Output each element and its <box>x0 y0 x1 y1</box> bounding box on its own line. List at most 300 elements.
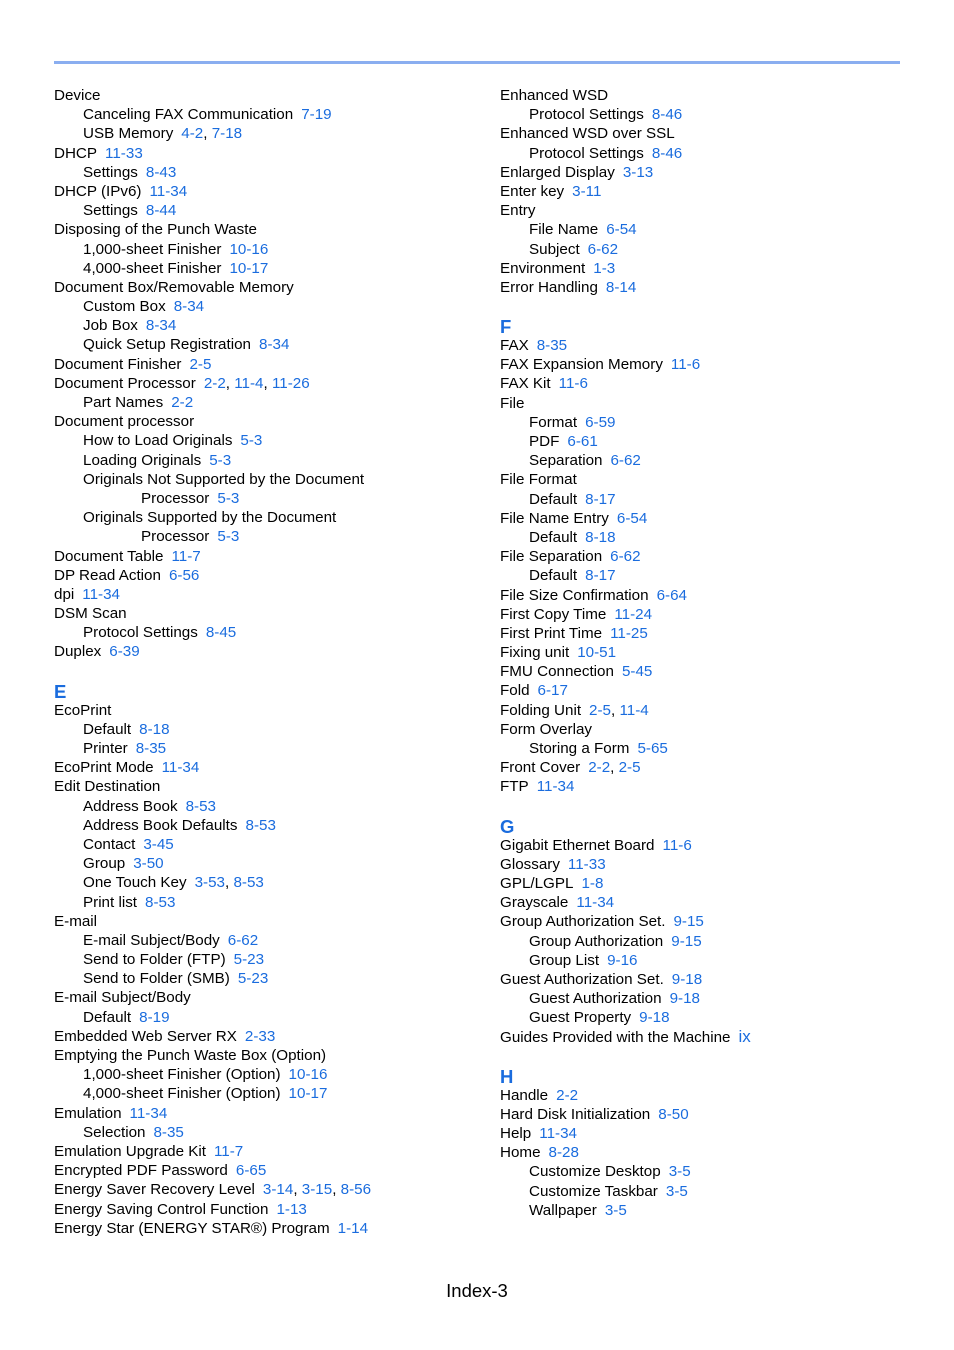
index-subentry <box>500 951 910 970</box>
page-references <box>206 624 236 641</box>
entry-label: E-mail Subject/Body <box>54 989 191 1007</box>
page-reference-link[interactable]: 8-34 <box>145 317 177 335</box>
index-subentry <box>500 739 910 758</box>
index-entry <box>500 470 910 489</box>
entry-label: Default <box>529 490 578 508</box>
page-reference-link[interactable]: 6-65 <box>235 1162 267 1180</box>
index-entry <box>500 893 910 912</box>
page-references <box>538 682 568 699</box>
index-entry <box>500 970 910 989</box>
index-entry <box>54 1104 464 1123</box>
page-references <box>136 740 166 757</box>
page-references <box>82 586 120 603</box>
index-entry <box>500 662 910 681</box>
page-references <box>229 260 268 277</box>
index-entry <box>54 1200 464 1219</box>
entry-label: FMU Connection <box>500 663 614 681</box>
page-reference-link[interactable]: 2-5 <box>189 355 212 373</box>
page-reference-link[interactable]: 3-5 <box>604 1201 627 1219</box>
entry-label: Entry <box>500 202 536 220</box>
page-reference-link[interactable]: 9-15 <box>673 913 704 931</box>
index-subentry <box>54 470 464 489</box>
entry-label: Hard Disk Initialization <box>500 1105 651 1123</box>
page-reference-link[interactable]: 11-34 <box>82 585 120 603</box>
page-references <box>617 510 647 527</box>
page-reference-link[interactable]: 9-18 <box>671 970 703 988</box>
page-reference-link[interactable]: 1-13 <box>276 1200 307 1218</box>
entry-label: File Format <box>500 471 577 489</box>
index-subentry <box>54 259 464 278</box>
entry-label: Edit Destination <box>54 778 161 796</box>
index-subentry <box>54 316 464 335</box>
index-subentry <box>54 527 464 546</box>
page-reference-link[interactable]: 11-24 <box>614 605 653 623</box>
page-reference-link[interactable]: 3-5 <box>668 1163 691 1181</box>
index-subentry <box>54 816 464 835</box>
page-reference-link[interactable]: 5-3 <box>217 489 240 507</box>
index-subentry <box>500 490 910 509</box>
page-references <box>539 1125 577 1142</box>
index-entry <box>500 874 910 893</box>
page-reference-link[interactable]: 10-16 <box>288 1066 328 1084</box>
entry-label: Protocol Settings <box>83 624 198 642</box>
entry-label: Job Box <box>83 317 138 335</box>
page-reference-link[interactable]: 5-3 <box>209 451 232 469</box>
reference-separator: , <box>224 874 234 892</box>
entry-label: Embedded Web Server RX <box>54 1027 237 1045</box>
page-reference-link[interactable]: 8-45 <box>205 624 237 642</box>
index-entry <box>500 278 910 297</box>
page-references <box>217 490 239 507</box>
page-reference-link[interactable]: 9-15 <box>671 932 702 950</box>
index-entry <box>500 1105 910 1124</box>
index-entry <box>500 720 910 739</box>
index-subentry <box>500 413 910 432</box>
page-reference-link[interactable]: 2-2 <box>556 1086 579 1104</box>
entry-label: Customize Taskbar <box>529 1182 658 1200</box>
page-reference-link[interactable]: 8-18 <box>139 720 170 738</box>
entry-label: USB Memory <box>83 125 174 143</box>
entry-label: Error Handling <box>500 278 598 296</box>
page-references <box>572 183 601 200</box>
page-references <box>130 1105 168 1122</box>
page-reference-link[interactable]: 11-6 <box>662 836 692 854</box>
entry-label: Document Table <box>54 547 164 565</box>
index-subentry <box>500 932 910 951</box>
page-reference-link[interactable]: 9-18 <box>669 990 700 1008</box>
page-references <box>153 1124 183 1141</box>
page-reference-link[interactable]: 8-17 <box>585 567 616 585</box>
entry-label: FTP <box>500 778 529 796</box>
page-reference-link[interactable]: 11-4 <box>619 701 649 719</box>
page-reference-link[interactable]: 2-5 <box>589 701 611 719</box>
index-subentry <box>54 720 464 739</box>
page-reference-link[interactable]: 11-26 <box>271 374 310 392</box>
index-subentry <box>54 739 464 758</box>
entry-label: Subject <box>529 240 580 258</box>
page-reference-link[interactable]: 2-2 <box>203 374 226 392</box>
page-reference-link[interactable]: 11-7 <box>171 547 201 565</box>
page-references <box>585 529 615 546</box>
page-reference-link[interactable]: 7-19 <box>301 106 332 124</box>
page-reference-link[interactable]: 11-33 <box>567 855 606 873</box>
entry-label: FAX Kit <box>500 375 551 393</box>
entry-label: Enlarged Display <box>500 163 615 181</box>
page-reference-link[interactable]: 10-17 <box>288 1085 328 1103</box>
page-reference-link[interactable]: 11-33 <box>105 144 143 162</box>
entry-label: Guides Provided with the Machine <box>500 1029 731 1047</box>
reference-separator: , <box>332 1181 341 1199</box>
entry-label: EcoPrint Mode <box>54 759 154 777</box>
page-reference-link[interactable]: 8-17 <box>585 490 616 508</box>
index-subentry <box>54 451 464 470</box>
page-references <box>663 837 692 854</box>
page-references <box>585 491 615 508</box>
index-entry <box>500 836 910 855</box>
index-subentry <box>54 835 464 854</box>
page-reference-link[interactable]: ix <box>738 1027 751 1047</box>
section-letter-h: H <box>500 1065 514 1087</box>
page-references <box>637 740 667 757</box>
entry-label: Front Cover <box>500 759 581 777</box>
entry-label: Originals Not Supported by the Document <box>83 470 365 488</box>
page-reference-link[interactable]: 3-14 <box>262 1181 294 1199</box>
entry-label: Default <box>529 567 578 585</box>
index-entry <box>500 259 910 278</box>
page-reference-link[interactable]: 6-54 <box>606 221 637 239</box>
page-references <box>652 145 682 162</box>
entry-label: DP Read Action <box>54 566 161 584</box>
index-subentry <box>54 201 464 220</box>
entry-label: Format <box>529 413 578 431</box>
entry-label: E-mail <box>54 912 98 930</box>
page-reference-link[interactable]: 4-2 <box>181 125 204 143</box>
entry-label: E-mail Subject/Body <box>83 931 220 949</box>
entry-label: File <box>500 394 525 412</box>
entry-label: Document processor <box>54 413 195 431</box>
entry-label: Grayscale <box>500 894 569 912</box>
page-references <box>146 202 176 219</box>
page-references <box>585 414 615 431</box>
entry-label: Environment <box>500 259 586 277</box>
page-reference-link[interactable]: 3-5 <box>665 1182 688 1200</box>
entry-label: Settings <box>83 163 138 181</box>
page-reference-link[interactable]: 11-34 <box>576 894 615 912</box>
page-reference-link[interactable]: 11-34 <box>129 1104 168 1122</box>
entry-label: Document Processor <box>54 374 196 392</box>
page-reference-link[interactable]: 6-56 <box>168 566 200 584</box>
page-references <box>189 356 211 373</box>
page-reference-link[interactable]: 6-64 <box>656 586 687 604</box>
index-entry <box>54 355 464 374</box>
page-reference-link[interactable]: 5-23 <box>233 951 265 969</box>
page-reference-link[interactable]: 3-15 <box>301 1181 333 1199</box>
index-subentry <box>54 297 464 316</box>
index-entry <box>54 1142 464 1161</box>
page-reference-link[interactable]: 5-23 <box>237 970 269 988</box>
entry-label: Group Authorization Set. <box>500 913 666 931</box>
page-references <box>143 836 173 853</box>
page-references <box>209 452 231 469</box>
page-reference-link[interactable]: 8-35 <box>153 1123 184 1141</box>
index-entry <box>500 547 910 566</box>
page-reference-link[interactable]: 8-46 <box>651 144 683 162</box>
index-subentry <box>500 1201 910 1220</box>
page-references <box>236 1162 266 1179</box>
entry-label: One Touch Key <box>83 874 187 892</box>
page-reference-link[interactable]: 8-53 <box>145 893 176 911</box>
index-subentry <box>54 105 464 124</box>
page-references <box>259 336 289 353</box>
page-references <box>568 856 606 873</box>
page-reference-link[interactable]: 8-50 <box>658 1105 689 1123</box>
entry-label: Handle <box>500 1086 549 1104</box>
page-reference-link[interactable]: 6-39 <box>109 643 140 661</box>
page-references <box>246 817 276 834</box>
page-references <box>610 625 648 642</box>
index-subentry <box>54 893 464 912</box>
entry-label: File Size Confirmation <box>500 586 649 604</box>
page-reference-link[interactable]: 10-17 <box>229 259 269 277</box>
page-reference-link[interactable]: 9-18 <box>639 1009 670 1027</box>
page-references <box>238 970 268 987</box>
page-references <box>139 1009 169 1026</box>
page-reference-link[interactable]: 9-16 <box>607 951 638 969</box>
entry-label: Customize Desktop <box>529 1163 661 1181</box>
entry-label: Guest Property <box>529 1009 632 1027</box>
page-references <box>146 317 176 334</box>
page-references <box>671 933 701 950</box>
page-reference-link[interactable]: 5-45 <box>621 663 653 681</box>
page-references <box>581 875 603 892</box>
page-references <box>666 1183 688 1200</box>
page-reference-link[interactable]: 11-34 <box>539 1125 577 1142</box>
page-reference-link[interactable]: 2-33 <box>244 1027 276 1045</box>
index-subentry <box>500 220 910 239</box>
page-reference-link[interactable]: 8-43 <box>145 163 177 181</box>
entry-label: Energy Star (ENERGY STAR®) Program <box>54 1219 330 1237</box>
reference-separator: , <box>263 374 272 392</box>
index-subentry <box>54 950 464 969</box>
page-reference-link[interactable]: 8-46 <box>651 106 683 124</box>
entry-label: Group Authorization <box>529 932 664 950</box>
index-entry <box>500 1027 910 1046</box>
page-reference-link[interactable]: 8-18 <box>585 528 616 546</box>
entry-label: Processor <box>141 489 210 507</box>
entry-label: Wallpaper <box>529 1201 597 1219</box>
index-subentry <box>500 240 910 259</box>
index-entry <box>54 1046 464 1065</box>
index-subentry <box>54 124 464 143</box>
reference-separator: , <box>611 701 620 719</box>
entry-label: Protocol Settings <box>529 144 644 162</box>
page-reference-link[interactable]: 8-19 <box>139 1008 170 1026</box>
index-subentry <box>54 1008 464 1027</box>
entry-label: Gigabit Ethernet Board <box>500 836 655 854</box>
page-references <box>639 1009 669 1026</box>
page-reference-link[interactable]: 2-5 <box>618 759 641 777</box>
page-reference-link[interactable]: 8-53 <box>245 816 276 834</box>
page-references <box>186 798 216 815</box>
entry-label: File Name <box>529 221 599 239</box>
entry-label: Default <box>83 1008 132 1026</box>
page-reference-link[interactable]: 6-62 <box>610 452 641 470</box>
page-reference-link[interactable]: 11-7 <box>213 1142 244 1160</box>
header-rule <box>54 61 900 64</box>
page-reference-link[interactable]: 1-14 <box>337 1219 369 1237</box>
entry-label: File Name Entry <box>500 509 609 527</box>
page-references <box>606 279 636 296</box>
page-references <box>240 432 262 449</box>
index-entry <box>54 777 464 796</box>
reference-separator: , <box>293 1181 302 1199</box>
index-subentry <box>54 931 464 950</box>
page-reference-link[interactable]: 8-34 <box>173 298 205 316</box>
page-references <box>301 106 331 123</box>
entry-label: Fixing unit <box>500 644 570 662</box>
entry-label: Folding Unit <box>500 701 582 719</box>
page-references <box>588 759 640 776</box>
page-reference-link[interactable]: 1-3 <box>593 259 616 277</box>
page-reference-link[interactable]: 3-11 <box>572 182 602 200</box>
page-references <box>234 951 264 968</box>
entry-label: Emptying the Punch Waste Box (Option) <box>54 1047 327 1064</box>
index-subentry <box>54 431 464 450</box>
reference-separator: , <box>610 759 619 777</box>
page-reference-link[interactable]: 5-3 <box>217 528 240 546</box>
page-reference-link[interactable]: 11-6 <box>670 356 701 374</box>
entry-label: Send to Folder (FTP) <box>83 951 226 969</box>
entry-label: Emulation <box>54 1104 122 1122</box>
page-reference-link[interactable]: 11-6 <box>558 375 588 393</box>
page-reference-link[interactable]: 8-34 <box>259 336 290 354</box>
entry-label: Separation <box>529 452 603 470</box>
entry-label: Guest Authorization Set. <box>500 970 664 988</box>
entry-label: EcoPrint <box>54 701 112 719</box>
entry-label: Processor <box>141 528 210 546</box>
entry-label: GPL/LGPL <box>500 874 574 892</box>
page-references <box>593 260 615 277</box>
index-entry <box>54 701 464 720</box>
page-references <box>671 356 700 373</box>
page-references <box>549 1144 579 1161</box>
page-reference-link[interactable]: 8-28 <box>548 1144 579 1162</box>
page-references <box>245 1028 275 1045</box>
index-entry <box>500 701 910 720</box>
page-references <box>614 606 652 623</box>
page-reference-link[interactable]: 5-3 <box>240 432 263 450</box>
page-references <box>229 241 268 258</box>
entry-label: Send to Folder (SMB) <box>83 970 230 988</box>
page-reference-link[interactable]: 8-53 <box>233 874 264 892</box>
index-subentry <box>500 566 910 585</box>
page-reference-link[interactable]: 10-16 <box>229 240 269 258</box>
page-reference-link[interactable]: 1-8 <box>581 874 604 892</box>
page-references <box>606 221 636 238</box>
page-reference-link[interactable]: 6-62 <box>227 931 259 949</box>
page-reference-link[interactable]: 8-53 <box>185 797 216 815</box>
page-reference-link[interactable]: 8-14 <box>605 278 637 296</box>
index-entry <box>54 642 464 661</box>
page-reference-link[interactable]: 3-13 <box>622 163 654 181</box>
entry-label: Storing a Form <box>529 740 630 757</box>
index-subentry <box>54 854 464 873</box>
page-references <box>610 452 640 469</box>
page-reference-link[interactable]: 2-2 <box>588 759 611 777</box>
page-reference-link[interactable]: 11-34 <box>161 759 200 777</box>
entry-label: File Separation <box>500 548 603 566</box>
page-reference-link[interactable]: 3-50 <box>133 855 164 873</box>
index-entry <box>54 1027 464 1046</box>
page-references <box>567 433 597 450</box>
page-reference-link[interactable]: 3-45 <box>143 835 174 853</box>
index-entry <box>500 1124 910 1143</box>
entry-label: 4,000-sheet Finisher <box>83 259 222 277</box>
index-entry <box>54 86 464 105</box>
page-reference-link[interactable]: 6-62 <box>610 548 641 566</box>
index-entry <box>54 1180 464 1199</box>
page-references <box>276 1201 306 1218</box>
page-references <box>228 932 258 949</box>
page-reference-link[interactable]: 6-62 <box>587 240 619 258</box>
index-entry <box>500 509 910 528</box>
entry-label: DSM Scan <box>54 605 127 623</box>
page-reference-link[interactable]: 6-59 <box>585 413 616 431</box>
page-reference-link[interactable]: 11-25 <box>610 624 648 642</box>
index-entry <box>54 182 464 201</box>
index-subentry <box>54 240 464 259</box>
entry-label: First Copy Time <box>500 605 607 623</box>
page-reference-link[interactable]: 8-35 <box>135 740 167 757</box>
index-subentry <box>500 989 910 1008</box>
page-reference-link[interactable]: 8-35 <box>536 337 568 355</box>
page-reference-link[interactable]: 8-56 <box>340 1181 372 1199</box>
page-reference-link[interactable]: 6-54 <box>616 509 648 527</box>
entry-label: Energy Saving Control Function <box>54 1200 269 1218</box>
page-references <box>610 548 640 565</box>
page-references <box>169 567 199 584</box>
page-reference-link[interactable]: 6-17 <box>537 682 568 700</box>
page-reference-link[interactable]: 11-34 <box>536 778 575 796</box>
page-references <box>585 567 615 584</box>
page-reference-link[interactable]: 2-2 <box>171 394 194 411</box>
index-entry <box>54 144 464 163</box>
page-reference-link[interactable]: 5-65 <box>637 740 668 757</box>
page-reference-link[interactable]: 11-4 <box>234 374 264 392</box>
entry-label: FAX <box>500 337 529 355</box>
page-references <box>738 1029 750 1046</box>
entry-label: Energy Saver Recovery Level <box>54 1181 255 1199</box>
entry-label: Originals Supported by the Document <box>83 509 337 527</box>
page-reference-link[interactable]: 8-44 <box>145 202 177 220</box>
index-subentry <box>500 1008 910 1027</box>
page-references <box>139 721 169 738</box>
entry-label: Default <box>529 528 578 546</box>
page-references <box>109 643 139 660</box>
page-references <box>214 1143 243 1160</box>
page-reference-link[interactable]: 10-51 <box>577 644 617 662</box>
entry-label: Contact <box>83 835 136 853</box>
page-reference-link[interactable]: 3-53 <box>194 874 225 892</box>
page-reference-link[interactable]: 6-61 <box>567 433 598 450</box>
page-reference-link[interactable]: 7-18 <box>211 125 243 143</box>
index-column-left <box>54 86 464 1238</box>
page-reference-link[interactable]: 11-34 <box>149 182 188 200</box>
page-references <box>672 971 702 988</box>
entry-label: Help <box>500 1125 532 1142</box>
entry-label: Canceling FAX Communication <box>83 106 294 124</box>
page-references <box>174 298 204 315</box>
